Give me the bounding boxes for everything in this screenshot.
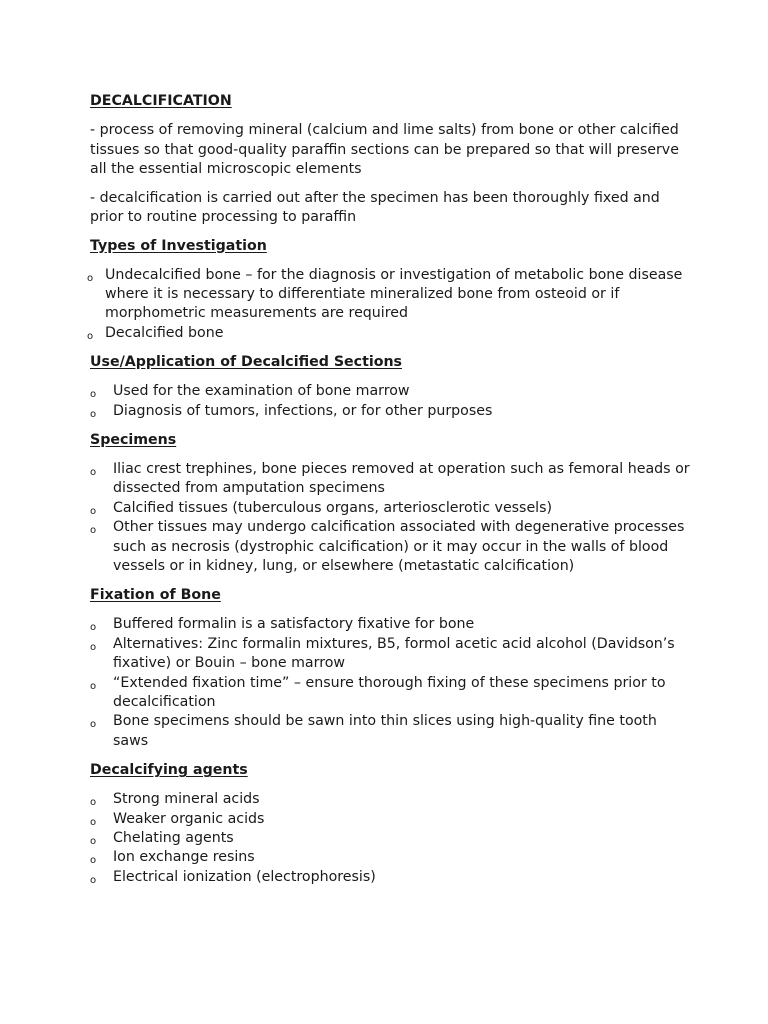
list-item: o Alternatives: Zinc formalin mixtures, B5, formol acetic acid alcohol (Davidson’s fixative) or Bouin – bone marrow bbox=[90, 635, 675, 672]
bullet-icon: o bbox=[90, 505, 97, 517]
bullet-icon: o bbox=[90, 408, 97, 420]
list-item: o Ion exchange resins bbox=[90, 848, 690, 867]
section-list-specimens bbox=[90, 460, 690, 576]
document-body bbox=[87, 92, 690, 897]
list-item: o Chelating agents bbox=[90, 829, 690, 848]
section-list-use-application bbox=[90, 382, 690, 421]
list-item: o Weaker organic acids bbox=[90, 810, 690, 829]
bullet-icon: o bbox=[90, 622, 97, 634]
section-heading-decalcifying-agents: Decalcifying agents bbox=[90, 762, 248, 779]
list-item: o Bone specimens should be sawn into thin slices using high-quality fine tooth saws bbox=[90, 713, 657, 749]
bullet-icon: o bbox=[90, 855, 97, 867]
bullet-icon: o bbox=[90, 641, 97, 653]
document-title: DECALCIFICATION bbox=[90, 93, 232, 109]
bullet-icon: o bbox=[87, 330, 94, 342]
list-item: o Diagnosis of tumors, infections, or for other purposes bbox=[90, 402, 690, 421]
section-heading-use-application: Use/Application of Decalcified Sections bbox=[90, 354, 403, 371]
section-list-decalcifying-agents bbox=[90, 790, 690, 887]
section-heading-types-of-investigation: Types of Investigation bbox=[90, 237, 267, 254]
section-heading-specimens: Specimens bbox=[90, 431, 177, 448]
list-item: o Strong mineral acids bbox=[90, 790, 690, 809]
bullet-icon: o bbox=[90, 389, 97, 401]
bullet-icon: o bbox=[90, 816, 97, 828]
list-item: o Undecalcified bone – for the diagnosis or investigation of metabolic bone disease where it is necessary to differentiate mineralized bone from osteoid or if morphometric measurements are required bbox=[87, 266, 683, 322]
bullet-icon: o bbox=[90, 874, 97, 886]
bullet-icon: o bbox=[90, 466, 97, 478]
section-list-fixation-of-bone bbox=[90, 615, 690, 751]
bullet-icon: o bbox=[90, 836, 97, 848]
section-heading-fixation-of-bone: Fixation of Bone bbox=[90, 587, 221, 604]
intro-paragraph-2: - decalcification is carried out after the specimen has been thoroughly fixed and prior to routine processing to paraffin bbox=[90, 189, 660, 225]
bullet-icon: o bbox=[87, 272, 94, 284]
list-item: o Buffered formalin is a satisfactory fixative for bone bbox=[90, 615, 690, 634]
list-item: o Calcified tissues (tuberculous organs, arteriosclerotic vessels) bbox=[90, 499, 690, 518]
list-item: o “Extended fixation time” – ensure thorough fixing of these specimens prior to decalcification bbox=[90, 674, 666, 710]
bullet-icon: o bbox=[90, 525, 97, 537]
list-item: o Decalcified bone bbox=[87, 324, 690, 343]
bullet-icon: o bbox=[90, 680, 97, 692]
list-item: o Other tissues may undergo calcification associated with degenerative processes such as necrosis (dystrophic calcification) or it may occur in the walls of blood vessels or in kidney, lung, or elsewhere (metastatic calcification) bbox=[90, 519, 685, 574]
intro-paragraph-1: - process of removing mineral (calcium and lime salts) from bone or other calcified tissues so that good-quality paraffin sections can be prepared so that will preserve all the essential microscopic elements bbox=[90, 122, 679, 177]
bullet-icon: o bbox=[90, 797, 97, 809]
list-item: o Iliac crest trephines, bone pieces removed at operation such as femoral heads or dissected from amputation specimens bbox=[90, 460, 690, 497]
list-item: o Used for the examination of bone marrow bbox=[90, 382, 690, 401]
section-list-types-of-investigation bbox=[87, 266, 690, 344]
list-item: o Electrical ionization (electrophoresis) bbox=[90, 868, 690, 887]
bullet-icon: o bbox=[90, 719, 97, 731]
